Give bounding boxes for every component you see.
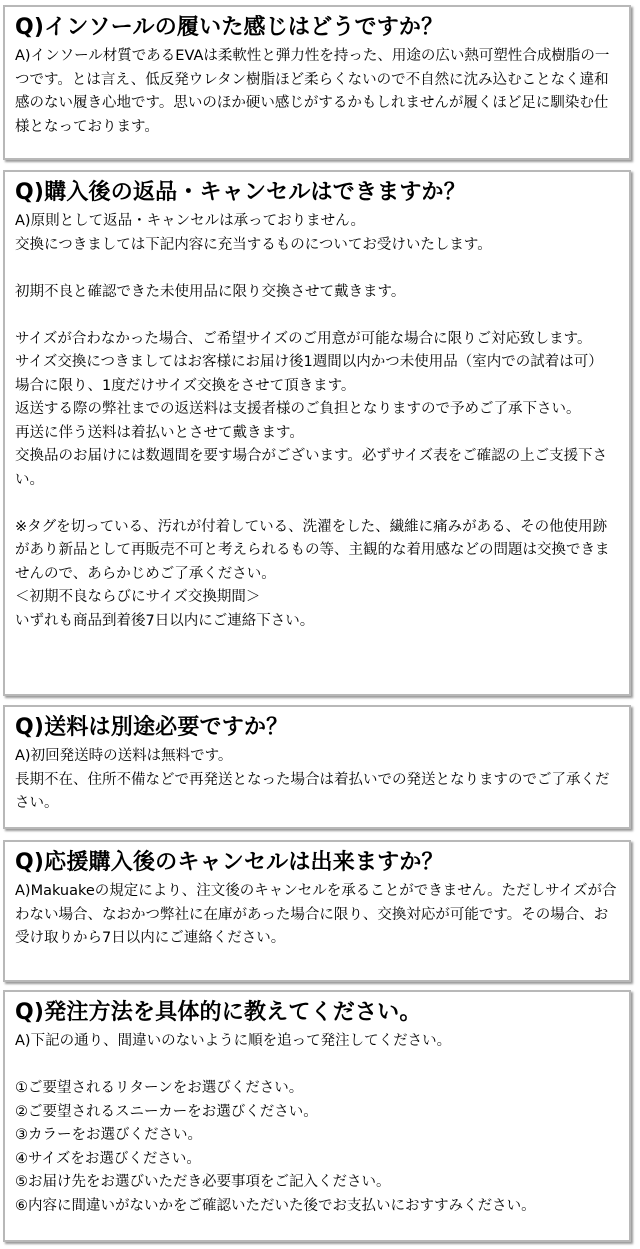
answer-line: 交換につきましては下記内容に充当するものについてお受けいたします。 [15, 236, 492, 253]
faq-item-cancel-after-order [3, 840, 631, 982]
faq-answer [15, 1030, 617, 1218]
answer-line: A)下記の通り、間違いのないように順を追って発注してください。 [15, 1033, 452, 1049]
faq-answer [15, 45, 617, 139]
faq-item-shipping-fee [3, 705, 631, 829]
faq-answer [15, 210, 617, 633]
answer-line: ※タグを切っている、汚れが付着している、洗濯をした、繊維に痛みがある、その他使用跡があり新品として再販売不可と考えられるもの等、主観的な着用感などの問題は交換できませんので、あらかじめご了承ください。 [15, 518, 610, 582]
answer-line: いずれも商品到着後7日以内にご連絡下さい。 [15, 612, 315, 629]
answer-line: A)原則として返品・キャンセルは承っておりません。 [15, 213, 365, 229]
answer-line: A)インソール材質であるEVAは柔軟性と弾力性を持った、用途の広い熱可塑性合成樹脂の一つです。とは言え、低反発ウレタン樹脂ほど柔らくないので不自然に沈み込むことなく違和感のない履き心地です。思いのほか硬い感じがするかもしれませんが履くほど足に馴染む仕様となっております。 [15, 48, 610, 135]
faq-answer [15, 745, 617, 816]
faq-question: Q)応援購入後のキャンセルは出来ますか？ [15, 850, 444, 875]
answer-line: サイズ交換につきましてはお客様にお届け後1週間以内かつ未使用品（室内での試着は可）場合に限り、1度だけサイズ交換をさせて頂きます。 [15, 354, 603, 394]
answer-line: ③カラーをお選びください。 [15, 1127, 202, 1143]
faq-question: Q)発注方法を具体的に教えてください。 [15, 1000, 422, 1025]
answer-line: ①ご要望されるリターンをお選びください。 [15, 1080, 304, 1096]
answer-line: A)初回発送時の送料は無料です。 [15, 748, 233, 764]
answer-line: ⑥内容に間違いがないかをご確認いただいた後でお支払いにおすすみください。 [15, 1197, 536, 1214]
blank-line [15, 257, 617, 281]
answer-line: サイズが合わなかった場合、ご希望サイズのご用意が可能な場合に限りご対応致します。 [15, 330, 592, 347]
answer-line: ②ご要望されるスニーカーをお選びください。 [15, 1103, 318, 1120]
faq-item-insole [3, 5, 631, 160]
blank-line [15, 1054, 617, 1078]
answer-line: 交換品のお届けには数週間を要す場合がございます。必ずサイズ表をご確認の上ご支援下さい。 [15, 448, 608, 488]
faq-item-return-cancel [3, 170, 631, 696]
answer-line: 初期不良と確認できた未使用品に限り交換させて戴きます。 [15, 283, 406, 300]
faq-question: Q)インソールの履いた感じはどうですか？ [15, 15, 444, 40]
blank-line [15, 304, 617, 328]
answer-line: A)Makuakeの規定により、注文後のキャンセルを承ることができません。ただしサイズが合わない場合、なおかつ弊社に在庫があった場合に限り、交換対応が可能です。その場合、お受け取りから7日以内にご連絡ください。 [15, 883, 617, 946]
answer-line: 再送に伴う送料は着払いとさせて戴きます。 [15, 424, 304, 441]
answer-line: 長期不在、住所不備などで再発送となった場合は着払いでの発送となりますのでご了承ください。 [15, 771, 610, 811]
faq-question: Q)送料は別途必要ですか？ [15, 715, 289, 740]
faq-answer [15, 880, 617, 951]
answer-line: ④サイズをお選びください。 [15, 1150, 201, 1167]
answer-line: ＜初期不良ならびにサイズ交換期間＞ [15, 589, 261, 605]
answer-line: 返送する際の弊社までの返送料は支援者様のご負担となりますので予めご了承下さい。 [15, 401, 581, 417]
blank-line [15, 492, 617, 516]
faq-question: Q)購入後の返品・キャンセルはできますか？ [15, 180, 466, 205]
answer-line: ⑤お届け先をお選びいただき必要事項をご記入ください。 [15, 1174, 391, 1190]
faq-item-order-method [3, 990, 631, 1242]
